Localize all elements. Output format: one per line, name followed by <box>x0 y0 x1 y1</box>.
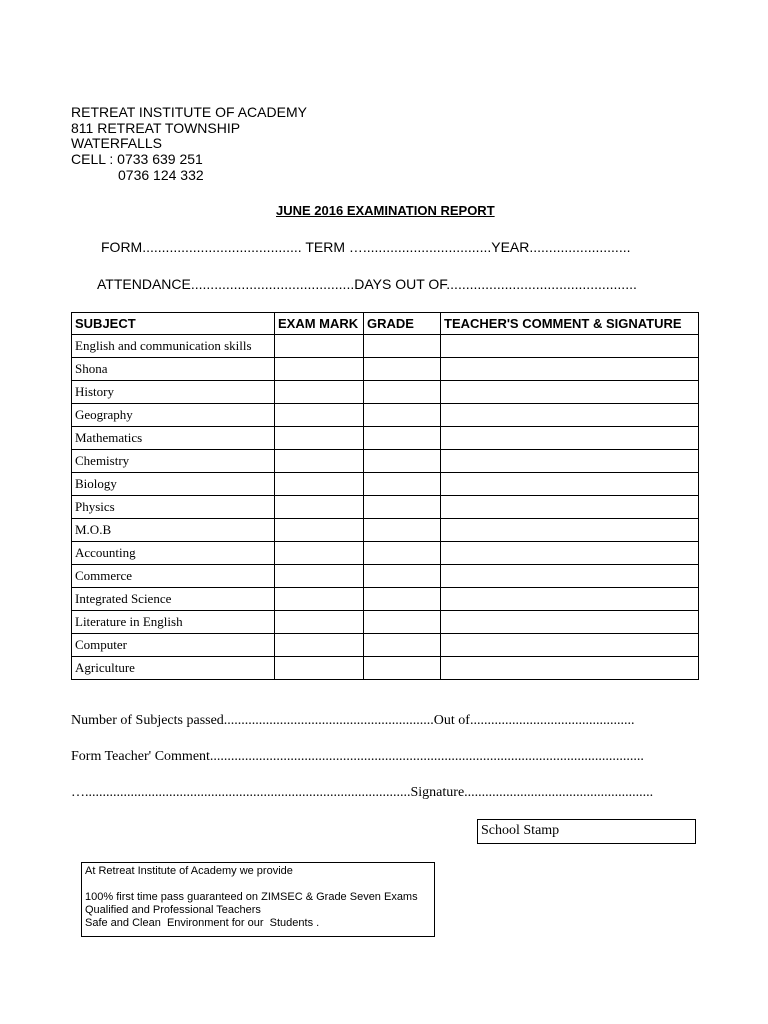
school-stamp-box <box>477 819 696 844</box>
grade-cell[interactable] <box>364 404 441 427</box>
exam-mark-cell[interactable] <box>275 404 364 427</box>
exam-mark-cell[interactable] <box>275 588 364 611</box>
table-row <box>72 427 699 450</box>
subject-cell: Geography <box>72 404 275 427</box>
table-row <box>72 496 699 519</box>
report-title: JUNE 2016 EXAMINATION REPORT <box>276 203 495 218</box>
teacher-comment-cell[interactable] <box>441 657 699 680</box>
teacher-comment-cell[interactable] <box>441 496 699 519</box>
grade-cell[interactable] <box>364 634 441 657</box>
signature-line: ….............................................................................................Signature...................................................... <box>71 785 654 800</box>
grade-cell[interactable] <box>364 611 441 634</box>
table-row <box>72 450 699 473</box>
header-grade: GRADE <box>364 313 441 335</box>
school-info-box <box>81 862 435 937</box>
exam-mark-cell[interactable] <box>275 450 364 473</box>
exam-mark-cell[interactable] <box>275 519 364 542</box>
teacher-comment-cell[interactable] <box>441 634 699 657</box>
subject-cell: Shona <box>72 358 275 381</box>
teacher-comment-cell[interactable] <box>441 542 699 565</box>
teacher-comment-cell[interactable] <box>441 450 699 473</box>
header-teacher-comment: TEACHER'S COMMENT & SIGNATURE <box>441 313 699 335</box>
info-intro: At Retreat Institute of Academy we provide <box>85 865 293 877</box>
table-row <box>72 381 699 404</box>
table-row <box>72 358 699 381</box>
address-line-1: 811 RETREAT TOWNSHIP <box>71 120 241 136</box>
subject-cell: English and communication skills <box>72 335 275 358</box>
subject-cell: Literature in English <box>72 611 275 634</box>
exam-mark-cell[interactable] <box>275 358 364 381</box>
teacher-comment-cell[interactable] <box>441 335 699 358</box>
grade-cell[interactable] <box>364 473 441 496</box>
grade-cell[interactable] <box>364 588 441 611</box>
subject-cell: Mathematics <box>72 427 275 450</box>
cell-number-2: 0736 124 332 <box>118 167 204 183</box>
subjects-passed-line: Number of Subjects passed............................................................Out of............................................... <box>71 713 635 728</box>
grade-cell[interactable] <box>364 496 441 519</box>
subject-cell: Computer <box>72 634 275 657</box>
subject-cell: Chemistry <box>72 450 275 473</box>
exam-mark-cell[interactable] <box>275 335 364 358</box>
subject-cell: Integrated Science <box>72 588 275 611</box>
exam-mark-cell[interactable] <box>275 611 364 634</box>
info-teachers: Qualified and Professional Teachers <box>85 904 261 916</box>
teacher-comment-cell[interactable] <box>441 473 699 496</box>
exam-mark-cell[interactable] <box>275 565 364 588</box>
teacher-comment-cell[interactable] <box>441 404 699 427</box>
header-subject: SUBJECT <box>72 313 275 335</box>
teacher-comment-cell[interactable] <box>441 611 699 634</box>
grade-cell[interactable] <box>364 565 441 588</box>
teacher-comment-cell[interactable] <box>441 381 699 404</box>
table-row <box>72 634 699 657</box>
grade-cell[interactable] <box>364 542 441 565</box>
exam-mark-cell[interactable] <box>275 427 364 450</box>
exam-mark-cell[interactable] <box>275 657 364 680</box>
table-row <box>72 657 699 680</box>
address-line-2: WATERFALLS <box>71 135 163 151</box>
table-row <box>72 542 699 565</box>
exam-mark-cell[interactable] <box>275 496 364 519</box>
info-environment: Safe and Clean Environment for our Students . <box>85 917 320 929</box>
table-row <box>72 519 699 542</box>
teacher-comment-line: Form Teacher' Comment............................................................................................................................ <box>71 749 644 764</box>
table-row <box>72 565 699 588</box>
table-row <box>72 611 699 634</box>
table-row <box>72 335 699 358</box>
exam-mark-cell[interactable] <box>275 634 364 657</box>
table-row <box>72 588 699 611</box>
subject-cell: M.O.B <box>72 519 275 542</box>
attendance-line: ATTENDANCE..........................................DAYS OUT OF................................................. <box>97 276 637 292</box>
teacher-comment-cell[interactable] <box>441 427 699 450</box>
subject-cell: Physics <box>72 496 275 519</box>
info-pass-guarantee: 100% first time pass guaranteed on ZIMSEC & Grade Seven Exams <box>85 891 418 903</box>
exam-mark-cell[interactable] <box>275 473 364 496</box>
subject-cell: History <box>72 381 275 404</box>
subject-cell: Accounting <box>72 542 275 565</box>
school-stamp-label: School Stamp <box>481 823 560 838</box>
grade-cell[interactable] <box>364 519 441 542</box>
teacher-comment-cell[interactable] <box>441 358 699 381</box>
grade-cell[interactable] <box>364 335 441 358</box>
grade-cell[interactable] <box>364 381 441 404</box>
table-row <box>72 404 699 427</box>
subject-cell: Biology <box>72 473 275 496</box>
subject-cell: Commerce <box>72 565 275 588</box>
form-term-year-line: FORM......................................... TERM ….................................YEAR.......................... <box>101 239 631 255</box>
school-name: RETREAT INSTITUTE OF ACADEMY <box>71 104 307 120</box>
grade-cell[interactable] <box>364 450 441 473</box>
exam-mark-cell[interactable] <box>275 381 364 404</box>
grade-cell[interactable] <box>364 358 441 381</box>
teacher-comment-cell[interactable] <box>441 565 699 588</box>
grades-table <box>71 312 699 680</box>
subject-cell: Agriculture <box>72 657 275 680</box>
exam-mark-cell[interactable] <box>275 542 364 565</box>
header-exam-mark: EXAM MARK <box>275 313 364 335</box>
grade-cell[interactable] <box>364 427 441 450</box>
teacher-comment-cell[interactable] <box>441 588 699 611</box>
teacher-comment-cell[interactable] <box>441 519 699 542</box>
table-header-row <box>72 313 699 335</box>
grade-cell[interactable] <box>364 657 441 680</box>
cell-number-1: CELL : 0733 639 251 <box>71 151 203 167</box>
table-row <box>72 473 699 496</box>
